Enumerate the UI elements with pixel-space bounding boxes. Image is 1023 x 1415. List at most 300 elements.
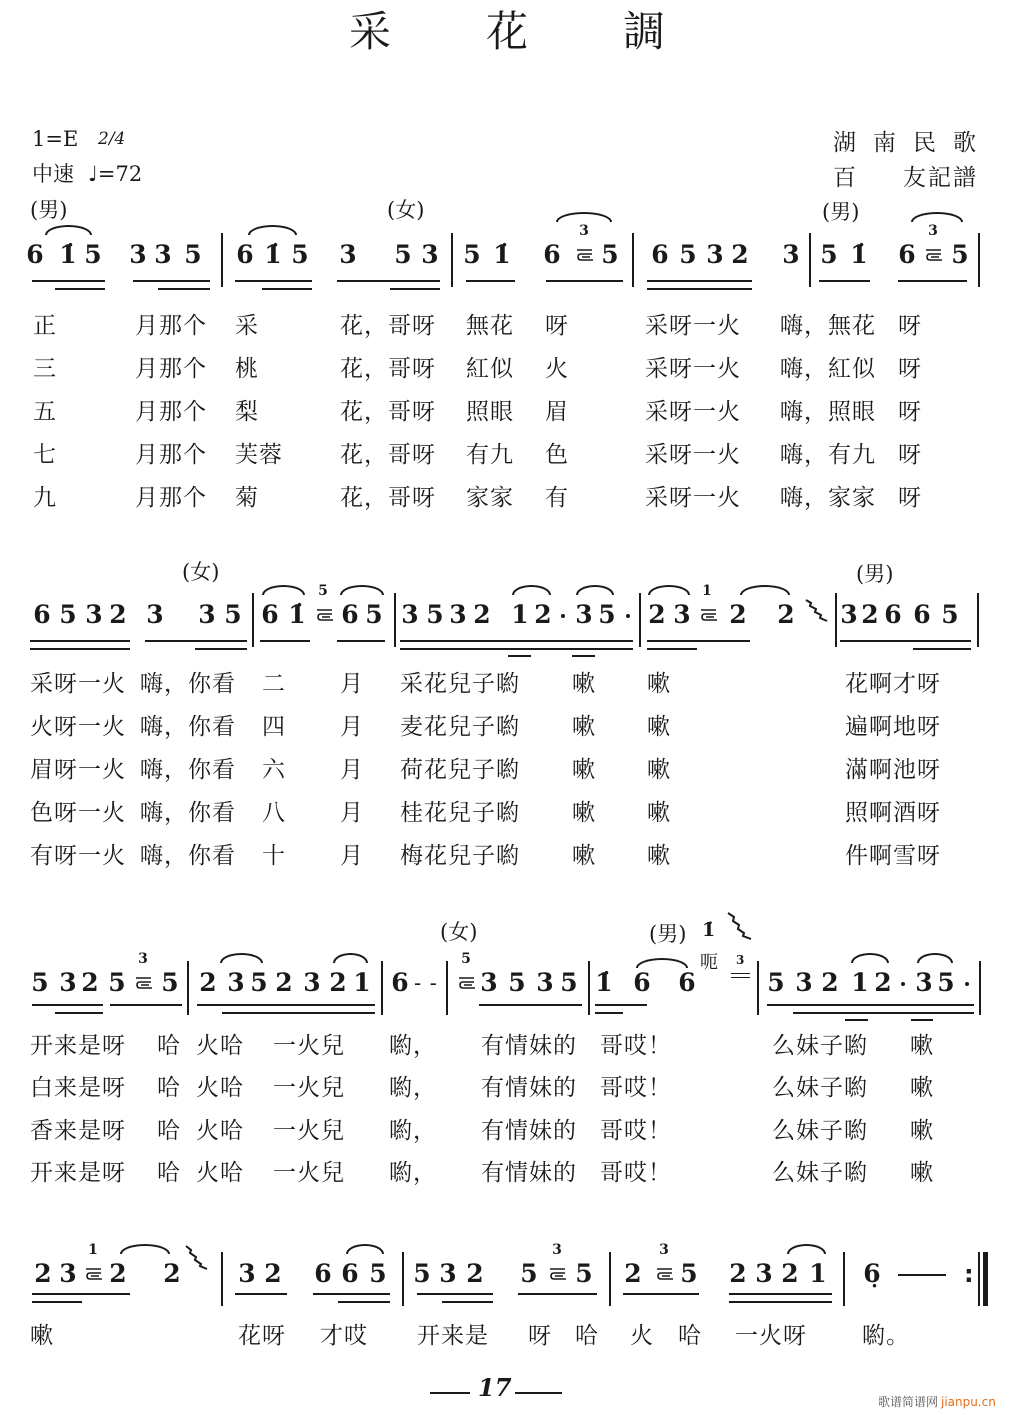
- lyric-syllable: 色: [545, 442, 569, 468]
- lyric-syllable: 么妹子喲: [772, 1160, 868, 1186]
- beam-underline: [793, 1012, 974, 1014]
- lyric-syllable: 一火兒: [273, 1118, 345, 1144]
- note: 1̇: [850, 240, 868, 269]
- lyric-verse-2: [0, 1074, 1023, 1102]
- lyric-syllable: 花，哥呀: [340, 399, 436, 425]
- final-bar-line-thick: [983, 1252, 988, 1306]
- lyric-verse-2: [0, 713, 1023, 741]
- note: 3: [915, 968, 933, 997]
- hold-dashes: - -: [414, 971, 438, 995]
- slur-arc: [911, 212, 963, 222]
- note: 5: [941, 600, 959, 629]
- slur-arc: [340, 585, 384, 595]
- voice-label: (男): [856, 562, 894, 586]
- lyric-syllable: 麦花兒子喲: [400, 714, 520, 740]
- lyric-syllable: 么妹子喲: [772, 1075, 868, 1101]
- beam-underline: [572, 655, 595, 657]
- slur-arc: [220, 953, 263, 963]
- grace-mark-icon: [456, 976, 476, 990]
- beam-underline: [466, 280, 515, 282]
- lyric-syllable: 喲。: [862, 1323, 910, 1349]
- beam-underline: [840, 640, 971, 642]
- lyric-syllable: 呀: [898, 399, 922, 425]
- lyric-syllable: 呀: [545, 313, 569, 339]
- note: 6̣: [863, 1259, 881, 1288]
- beam-underline: [32, 1301, 82, 1303]
- lyric-syllable: 采呀一火: [645, 485, 741, 511]
- lyric-syllable: 月那个: [135, 485, 207, 511]
- note: 3: [238, 1259, 256, 1288]
- slur-arc: [787, 1244, 826, 1254]
- lyric-syllable: 嗽: [647, 757, 671, 783]
- note: 2: [199, 968, 217, 997]
- bar-line: [639, 593, 641, 647]
- note: 3: [755, 1259, 773, 1288]
- hold-dash: [898, 1274, 946, 1276]
- lyric-verse-1: [0, 1322, 1023, 1350]
- lyric-syllable: 嗽: [910, 1160, 934, 1186]
- lyric-syllable: 呀: [898, 356, 922, 382]
- note: 2: [34, 1259, 52, 1288]
- lyric-syllable: 哥哎！: [600, 1075, 672, 1101]
- lyric-syllable: 嗨，你看: [140, 800, 236, 826]
- staff-3: [0, 919, 1023, 1030]
- note: 5: [108, 968, 126, 997]
- key-signature: 1=E: [32, 127, 79, 151]
- note: 5: [250, 968, 268, 997]
- note: 2: [731, 240, 749, 269]
- repeat-sign: :: [964, 1260, 974, 1288]
- note: 2: [466, 1259, 484, 1288]
- voice-label: (男): [822, 200, 860, 224]
- grace-mark-icon: [574, 248, 594, 262]
- lyric-syllable: 呀: [898, 313, 922, 339]
- lyric-syllable: 桂花兒子喲: [400, 800, 520, 826]
- note: 3: [198, 600, 216, 629]
- note: 2: [329, 968, 347, 997]
- lyric-syllable: 有情妹的: [481, 1075, 577, 1101]
- lyric-syllable: 月那个: [135, 399, 207, 425]
- note: 3: [439, 1259, 457, 1288]
- note: 2: [821, 968, 839, 997]
- beam-underline: [260, 640, 310, 642]
- lyric-syllable: 一火兒: [273, 1033, 345, 1059]
- grace-note: 5: [318, 583, 328, 599]
- note: 3: [536, 968, 554, 997]
- slur-arc: [648, 585, 690, 595]
- lyric-syllable: 有呀一火: [30, 843, 126, 869]
- note: 3: [575, 600, 593, 629]
- note: 3: [59, 968, 77, 997]
- lyric-syllable: 月: [340, 671, 364, 697]
- beam-underline: [110, 1004, 182, 1006]
- beam-underline: [595, 1004, 647, 1006]
- beam-underline: [30, 648, 130, 650]
- beam-underline: [55, 1012, 103, 1014]
- augmentation-dot: [626, 614, 630, 618]
- lyric-syllable: 开来是呀: [30, 1033, 126, 1059]
- beam-underline: [32, 1293, 130, 1295]
- note: 5: [937, 968, 955, 997]
- lyric-syllable: 嗨，無花: [780, 313, 876, 339]
- lyric-syllable: 火哈: [196, 1160, 244, 1186]
- staff-1: [0, 198, 1023, 302]
- lyric-syllable: 采呀一火: [645, 356, 741, 382]
- lyric-syllable: 正: [33, 313, 57, 339]
- lyric-syllable: 有情妹的: [481, 1160, 577, 1186]
- beam-underline: [595, 1012, 623, 1014]
- beam-underline: [337, 280, 440, 282]
- lyric-syllable: 花，哥呀: [340, 356, 436, 382]
- note: 3: [85, 600, 103, 629]
- beam-underline: [235, 280, 312, 282]
- slur-arc: [346, 1244, 384, 1254]
- bar-line: [978, 233, 980, 287]
- bar-line: [588, 961, 590, 1015]
- lyric-syllable: 九: [33, 485, 57, 511]
- lyric-syllable: 采: [235, 313, 259, 339]
- beam-underline: [647, 288, 752, 290]
- beam-underline: [32, 280, 105, 282]
- watermark-site-name: 歌谱简谱网: [878, 1395, 939, 1409]
- lyric-syllable: 嗽: [572, 843, 596, 869]
- lyric-verse-1: [0, 670, 1023, 698]
- note: 6: [913, 600, 931, 629]
- note: 5: [31, 968, 49, 997]
- glissando-icon: [185, 1245, 209, 1270]
- note: 6: [341, 1259, 359, 1288]
- lyric-syllable: 菊: [235, 485, 259, 511]
- grace-note: 3: [552, 1242, 562, 1258]
- grace-mark-icon: [83, 1267, 103, 1281]
- slur-arc: [917, 953, 953, 963]
- note: 2: [781, 1259, 799, 1288]
- final-bar-line-thin: [978, 1252, 980, 1306]
- note: 2: [109, 600, 127, 629]
- lyric-syllable: 嗽: [647, 800, 671, 826]
- bar-line: [451, 233, 453, 287]
- lyric-syllable: 哈: [157, 1160, 181, 1186]
- bar-line: [221, 1252, 223, 1306]
- note: 3: [795, 968, 813, 997]
- bar-line: [977, 593, 979, 647]
- beam-underline: [400, 640, 633, 642]
- beam-underline: [647, 648, 697, 650]
- beam-underline: [313, 1293, 390, 1295]
- bar-line: [757, 961, 759, 1015]
- note: 5: [820, 240, 838, 269]
- slur-arc: [248, 225, 297, 235]
- lyric-syllable: 白来是呀: [30, 1075, 126, 1101]
- beam-underline: [400, 648, 633, 650]
- lyric-syllable: 开来是: [417, 1323, 489, 1349]
- note: 2: [163, 1259, 181, 1288]
- staff-4: [0, 1242, 1023, 1321]
- beam-underline: [819, 280, 870, 282]
- lyric-syllable: 么妹子喲: [772, 1033, 868, 1059]
- beam-underline: [731, 977, 750, 978]
- note: 3: [227, 968, 245, 997]
- lyric-syllable: 月: [340, 714, 364, 740]
- note: 2: [861, 600, 879, 629]
- bar-line: [843, 1252, 845, 1306]
- lyric-syllable: 花，哥呀: [340, 313, 436, 339]
- note: 5: [508, 968, 526, 997]
- note: 6: [678, 968, 696, 997]
- note: 6: [898, 240, 916, 269]
- note: 5: [601, 240, 619, 269]
- lyric-syllable: 紅似: [466, 356, 514, 382]
- note: 3: [129, 240, 147, 269]
- song-origin: 湖南民歌: [833, 130, 993, 156]
- lyric-syllable: 一火兒: [273, 1160, 345, 1186]
- lyric-syllable: 哈: [157, 1033, 181, 1059]
- lyric-syllable: 嗽: [572, 800, 596, 826]
- beam-underline: [898, 280, 967, 282]
- staff-2: [0, 560, 1023, 662]
- beam-underline: [197, 1004, 375, 1006]
- lyric-syllable: 采呀一火: [645, 442, 741, 468]
- note: 2: [473, 600, 491, 629]
- grace-note: 3: [579, 223, 589, 239]
- beam-underline: [195, 648, 247, 650]
- lyric-syllable: 喲，: [389, 1118, 437, 1144]
- transcriber-given: 百: [833, 165, 858, 191]
- grace-note: 3: [659, 1242, 669, 1258]
- lyric-verse-5: [0, 484, 1023, 512]
- beam-underline: [729, 1301, 832, 1303]
- note: 3: [449, 600, 467, 629]
- beam-underline: [235, 1293, 287, 1295]
- note: 5: [365, 600, 383, 629]
- grace-note: 1: [702, 583, 712, 599]
- beam-underline: [729, 1293, 832, 1295]
- lyric-syllable: 滿啊池呀: [845, 757, 941, 783]
- tempo-mark: ♩=72: [88, 162, 143, 186]
- beam-underline: [338, 1301, 390, 1303]
- slur-arc: [556, 212, 612, 222]
- lyric-syllable: 采呀一火: [30, 671, 126, 697]
- beam-underline: [767, 1004, 974, 1006]
- note: 6: [261, 600, 279, 629]
- lyric-syllable: 有九: [466, 442, 514, 468]
- beam-underline: [518, 1293, 597, 1295]
- lyric-syllable: 色呀一火: [30, 800, 126, 826]
- note: 1̇: [595, 968, 613, 997]
- lyric-syllable: 月: [340, 843, 364, 869]
- lyric-syllable: 八: [262, 800, 286, 826]
- note: 5: [679, 240, 697, 269]
- lyric-syllable: 嗽: [572, 714, 596, 740]
- note: 5: [291, 240, 309, 269]
- voice-label: (女): [182, 560, 220, 584]
- note: 2: [874, 968, 892, 997]
- lyric-syllable: 梅花兒子喲: [400, 843, 520, 869]
- lyric-syllable: 哥哎！: [600, 1033, 672, 1059]
- note: 3: [59, 1259, 77, 1288]
- note: 5: [575, 1259, 593, 1288]
- transcriber-credit: 友記譜: [903, 165, 978, 191]
- lyric-syllable: 一火呀: [735, 1323, 807, 1349]
- beam-underline: [647, 280, 752, 282]
- grace-note: 1: [88, 1242, 98, 1258]
- lyric-syllable: 喲，: [389, 1075, 437, 1101]
- lyric-syllable: 眉呀一火: [30, 757, 126, 783]
- lyric-syllable: 哥哎！: [600, 1160, 672, 1186]
- lyric-syllable: 一火兒: [273, 1075, 345, 1101]
- lyric-syllable: 开来是呀: [30, 1160, 126, 1186]
- watermark-domain: jianpu.cn: [941, 1395, 996, 1409]
- lyric-syllable: 梨: [235, 399, 259, 425]
- note: 3: [706, 240, 724, 269]
- lyric-syllable: 喲，: [389, 1160, 437, 1186]
- lyric-syllable: 哈: [678, 1323, 702, 1349]
- bar-line: [809, 233, 811, 287]
- grace-mark-icon: [923, 248, 943, 262]
- ornament-syllable: 呃: [700, 952, 718, 973]
- lyric-syllable: 四: [262, 714, 286, 740]
- beam-underline: [508, 655, 531, 657]
- lyric-syllable: 嗽: [572, 757, 596, 783]
- lyric-verse-1: [0, 1032, 1023, 1060]
- lyric-syllable: 月那个: [135, 313, 207, 339]
- beam-underline: [158, 288, 210, 290]
- note: 1: [809, 1259, 827, 1288]
- lyric-syllable: 么妹子喲: [772, 1118, 868, 1144]
- lyric-syllable: 荷花兒子喲: [400, 757, 520, 783]
- beam-underline: [337, 640, 385, 642]
- lyric-syllable: 嗽: [30, 1323, 54, 1349]
- beam-underline: [262, 288, 312, 290]
- lyric-syllable: 呀: [898, 442, 922, 468]
- note: 5: [413, 1259, 431, 1288]
- lyric-syllable: 二: [262, 671, 286, 697]
- note: 6: [236, 240, 254, 269]
- bar-line: [252, 593, 254, 647]
- note: 5: [767, 968, 785, 997]
- grace-mark-icon: [547, 1267, 567, 1281]
- lyric-syllable: 呀: [528, 1323, 552, 1349]
- note: 6: [341, 600, 359, 629]
- lyric-syllable: 七: [33, 442, 57, 468]
- slur-arc: [576, 585, 614, 595]
- grace-mark-icon: [314, 608, 334, 622]
- note: 2: [264, 1259, 282, 1288]
- beam-underline: [30, 640, 130, 642]
- lyric-syllable: 嗨，你看: [140, 671, 236, 697]
- lyric-syllable: 花啊才呀: [845, 671, 941, 697]
- note: 1: [851, 968, 869, 997]
- lyric-syllable: 火哈: [196, 1033, 244, 1059]
- slur-arc: [512, 585, 551, 595]
- note: 3: [303, 968, 321, 997]
- beam-underline: [442, 1301, 493, 1303]
- note: 3: [782, 240, 800, 269]
- tempo-label: 中速: [32, 162, 74, 186]
- lyric-syllable: 三: [33, 356, 57, 382]
- lyric-syllable: 有: [545, 485, 569, 511]
- lyric-syllable: 芙蓉: [235, 442, 283, 468]
- note: 2: [109, 1259, 127, 1288]
- lyric-syllable: 嗽: [647, 843, 671, 869]
- lyric-syllable: 嗨，家家: [780, 485, 876, 511]
- lyric-syllable: 照啊酒呀: [845, 800, 941, 826]
- note: 5: [369, 1259, 387, 1288]
- beam-underline: [845, 1019, 868, 1021]
- beam-underline: [647, 640, 750, 642]
- lyric-syllable: 月: [340, 757, 364, 783]
- page-number-dash: [515, 1392, 562, 1394]
- lyric-syllable: 無花: [466, 313, 514, 339]
- note: 5: [426, 600, 444, 629]
- bar-line: [221, 233, 223, 287]
- note: 3: [339, 240, 357, 269]
- note: 3: [401, 600, 419, 629]
- lyric-syllable: 花呀: [238, 1323, 286, 1349]
- lyric-syllable: 月那个: [135, 356, 207, 382]
- note: 5: [394, 240, 412, 269]
- lyric-syllable: 嗨，紅似: [780, 356, 876, 382]
- lyric-verse-4: [0, 799, 1023, 827]
- lyric-syllable: 嗨，你看: [140, 714, 236, 740]
- voice-label: (女): [387, 198, 425, 222]
- beam-underline: [145, 640, 247, 642]
- beam-underline: [32, 1004, 103, 1006]
- note: 5: [161, 968, 179, 997]
- grace-mark-icon: [698, 608, 718, 622]
- lyric-syllable: 喲，: [389, 1033, 437, 1059]
- beam-underline: [390, 288, 440, 290]
- note: 6: [651, 240, 669, 269]
- grace-mark-icon: [654, 1267, 674, 1281]
- beam-underline: [133, 280, 210, 282]
- lyric-syllable: 火: [545, 356, 569, 382]
- lyric-syllable: 哈: [157, 1075, 181, 1101]
- beam-underline: [479, 1004, 582, 1006]
- note: 2: [729, 600, 747, 629]
- lyric-syllable: 哈: [575, 1323, 599, 1349]
- lyric-syllable: 家家: [466, 485, 514, 511]
- lyric-syllable: 火呀一火: [30, 714, 126, 740]
- note: 3: [154, 240, 172, 269]
- note: 6: [543, 240, 561, 269]
- tie-arc: [120, 1244, 170, 1254]
- note: 2: [81, 968, 99, 997]
- lyric-syllable: 采呀一火: [645, 399, 741, 425]
- note: 5: [560, 968, 578, 997]
- bar-line: [835, 593, 837, 647]
- time-signature: 2/4: [98, 129, 126, 149]
- lyric-syllable: 呀: [898, 485, 922, 511]
- bar-line: [632, 233, 634, 287]
- bar-line: [394, 593, 396, 647]
- lyric-syllable: 采呀一火: [645, 313, 741, 339]
- lyric-syllable: 火: [630, 1323, 654, 1349]
- grace-note: 3: [928, 223, 938, 239]
- grace-note: 3: [138, 951, 148, 967]
- beam-underline: [913, 648, 971, 650]
- lyric-verse-3: [0, 398, 1023, 426]
- lyric-syllable: 眉: [545, 399, 569, 425]
- ornament-small-note: 3: [736, 953, 745, 967]
- beam-underline: [623, 1293, 699, 1295]
- note: 1̇: [493, 240, 511, 269]
- note: 5: [59, 600, 77, 629]
- note: 6: [633, 968, 651, 997]
- song-title: 采花調: [349, 7, 761, 56]
- lyric-syllable: 嗽: [910, 1075, 934, 1101]
- grace-note: 5: [461, 951, 471, 967]
